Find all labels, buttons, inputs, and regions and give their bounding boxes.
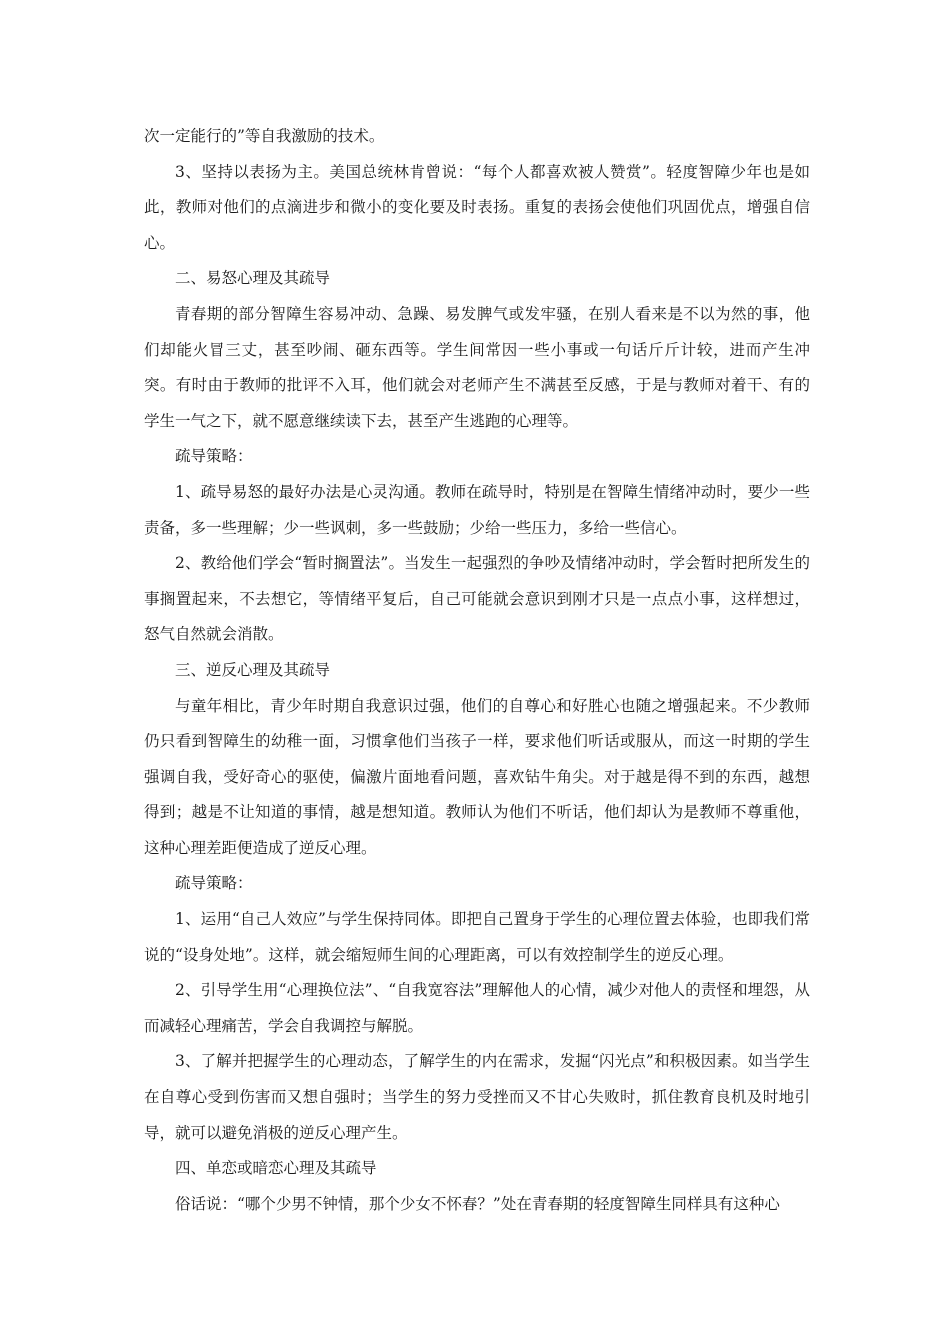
paragraph: 青春期的部分智障生容易冲动、急躁、易发脾气或发牢骚，在别人看来是不以为然的事，他们却能火冒三丈，甚至吵闹、砸东西等。学生间常因一些小事或一句话斤斤计较，进而产生冲突。有时由于教师的批评不入耳，他们就会对老师产生不满甚至反感，于是与教师对着干、有的学生一气之下，就不愿意继续读下去，甚至产生逃跑的心理等。 [144, 304, 810, 430]
subheading: 疏导策略： [175, 447, 253, 466]
section-heading: 四、单恋或暗恋心理及其疏导 [175, 1159, 377, 1178]
paragraph: 次一定能行的”等自我激励的技术。 [144, 127, 385, 145]
paragraph: 2、引导学生用“心理换位法”、“自我宽容法”理解他人的心情，减少对他人的责怪和埋怨，从而减轻心理痛苦，学会自我调控与解脱。 [144, 981, 810, 1035]
paragraph: 2、教给他们学会“暂时搁置法”。当发生一起强烈的争吵及情绪冲动时，学会暂时把所发生的事搁置起来，不去想它，等情绪平复后，自己可能就会意识到刚才只是一点点小事，这样想过，怒气自然就会消散。 [144, 554, 810, 644]
paragraph: 1、运用“自己人效应”与学生保持同体。即把自己置身于学生的心理位置去体验，也即我们常说的“设身处地”。这样，就会缩短师生间的心理距离，可以有效控制学生的逆反心理。 [144, 910, 810, 964]
paragraph: 与童年相比，青少年时期自我意识过强，他们的自尊心和好胜心也随之增强起来。不少教师仍只看到智障生的幼稚一面，习惯拿他们当孩子一样，要求他们听话或服从，而这一时期的学生强调自我，受好奇心的驱使，偏激片面地看问题，喜欢钻牛角尖。对于越是得不到的东西，越想得到；越是不让知道的事情，越是想知道。教师认为他们不听话，他们却认为是教师不尊重他，这种心理差距便造成了逆反心理。 [144, 696, 810, 857]
document-page [144, 119, 810, 1222]
paragraph: 3、坚持以表扬为主。美国总统林肯曾说：“每个人都喜欢被人赞赏”。轻度智障少年也是如此，教师对他们的点滴进步和微小的变化要及时表扬。重复的表扬会使他们巩固优点，增强自信心。 [144, 162, 810, 252]
paragraph: 3、了解并把握学生的心理动态，了解学生的内在需求，发掘“闪光点”和积极因素。如当学生在自尊心受到伤害而又想自强时；当学生的努力受挫而又不甘心失败时，抓住教育良机及时地引导，就可以避免消极的逆反心理产生。 [144, 1052, 810, 1142]
subheading: 疏导策略： [175, 874, 253, 893]
section-heading: 三、逆反心理及其疏导 [175, 660, 331, 679]
paragraph: 1、疏导易怒的最好办法是心灵沟通。教师在疏导时，特别是在智障生情绪冲动时，要少一些责备，多一些理解；少一些讽刺，多一些鼓励；少给一些压力，多给一些信心。 [144, 482, 810, 537]
section-heading: 二、易怒心理及其疏导 [175, 269, 331, 288]
paragraph: 俗话说：“哪个少男不钟情，那个少女不怀春？”处在青春期的轻度智障生同样具有这种心 [175, 1194, 780, 1213]
